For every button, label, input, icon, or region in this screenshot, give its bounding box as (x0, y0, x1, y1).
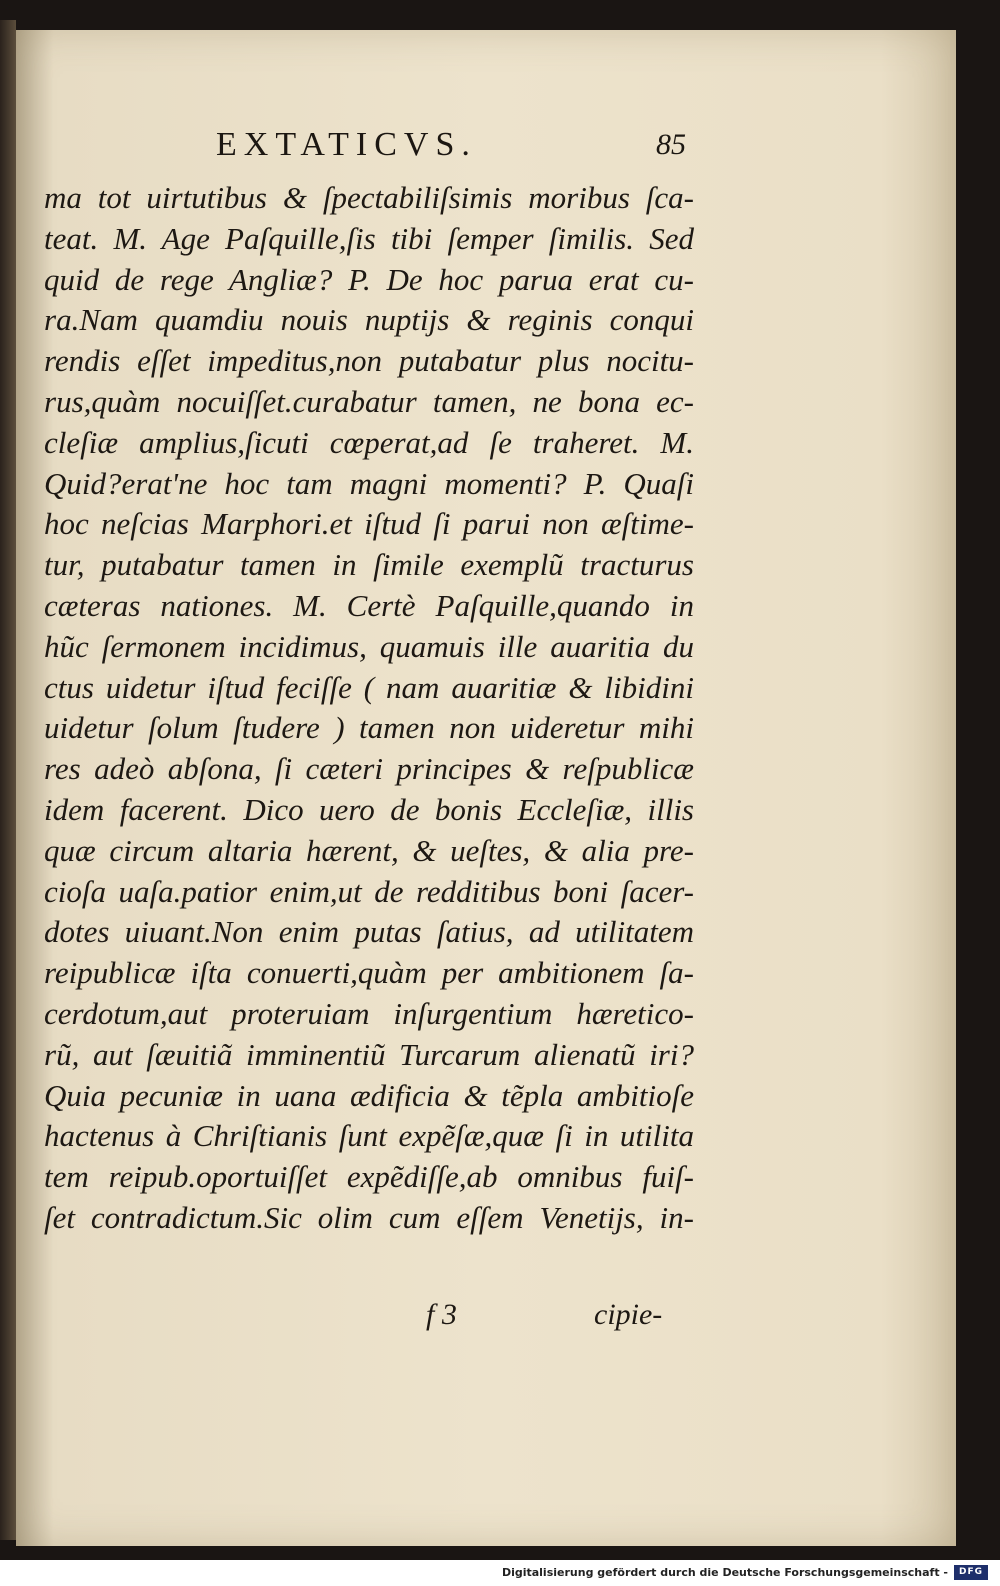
text-line: ſet contradictum.Sic olim cum eſſem Venetijs, in- (44, 1199, 694, 1235)
text-line: rus,quàm nocuiſſet.curabatur tamen, ne bona ec- (44, 383, 694, 419)
text-line: ctus uidetur iſtud feciſſe ( nam auaritiæ & libidini (44, 669, 694, 705)
funding-credit: Digitalisierung gefördert durch die Deutsche Forschungsgemeinschaft - (501, 1566, 948, 1579)
text-line: dotes uiuant.Non enim putas ſatius, ad utilitatem (44, 914, 694, 950)
text-line: cæteras nationes. M. Certè Paſquille,quando in (44, 587, 694, 623)
text-line: idem facerent. Dico uero de bonis Eccleſiæ, illis (44, 791, 694, 827)
dfg-logo: DFG (954, 1565, 988, 1580)
text-line: cleſiæ amplius,ſicuti cœperat,ad ſe traheret. M. (44, 424, 694, 460)
text-line: tem reipub.oportuiſſet expẽdiſſe,ab omnibus fuiſ- (44, 1159, 694, 1195)
text-line: rũ, aut ſæuitiã imminentiũ Turcarum alienatũ iri? (44, 1036, 694, 1072)
text-line: cerdotum,aut proteruiam inſurgentium hæretico- (44, 995, 694, 1031)
text-line: uidetur ſolum ſtudere ) tamen non uideretur mihi (44, 710, 694, 746)
page-number: 85 (656, 128, 686, 161)
text-line: hũc ſermonem incidimus, quamuis ille auaritia du (44, 628, 694, 664)
text-line: reipublicæ iſta conuerti,quàm per ambitionem ſa- (44, 955, 694, 991)
catchword: cipie- (594, 1298, 663, 1331)
signature-mark: f 3 (426, 1298, 457, 1331)
text-line: quid de rege Angliæ? P. De hoc parua erat cu- (44, 261, 694, 297)
text-line: Quia pecuniæ in uana ædificia & tẽpla ambitioſe (44, 1077, 694, 1113)
text-line: ra.Nam quamdiu nouis nuptijs & reginis conqui (44, 302, 694, 338)
text-line: res adeò abſona, ſi cæteri principes & reſpublicæ (44, 751, 694, 787)
text-line: tur, putabatur tamen in ſimile exemplũ tracturus (44, 547, 694, 583)
text-line: rendis eſſet impeditus,non putabatur plus nocitu- (44, 343, 694, 379)
text-line: Quid?erat'ne hoc tam magni momenti? P. Quaſi (44, 465, 694, 501)
running-head: EXTATICVS. (216, 126, 477, 163)
book-edge (0, 20, 16, 1540)
text-line: quæ circum altaria hærent, & ueſtes, & alia pre- (44, 832, 694, 868)
text-line: cioſa uaſa.patior enim,ut de redditibus boni ſacer- (44, 873, 694, 909)
text-block (44, 178, 694, 1239)
text-line: hoc neſcias Marphori.et iſtud ſi parui non æſtime- (44, 506, 694, 542)
text-line: teat. M. Age Paſquille,ſis tibi ſemper ſimilis. Sed (44, 220, 694, 256)
text-line: ma tot uirtutibus & ſpectabiliſsimis moribus ſca- (44, 180, 694, 215)
book-page (16, 30, 956, 1546)
text-line: hactenus à Chriſtianis ſunt expẽſæ,quæ ſi in utilita (44, 1118, 694, 1154)
credit-bar (0, 1560, 1000, 1586)
